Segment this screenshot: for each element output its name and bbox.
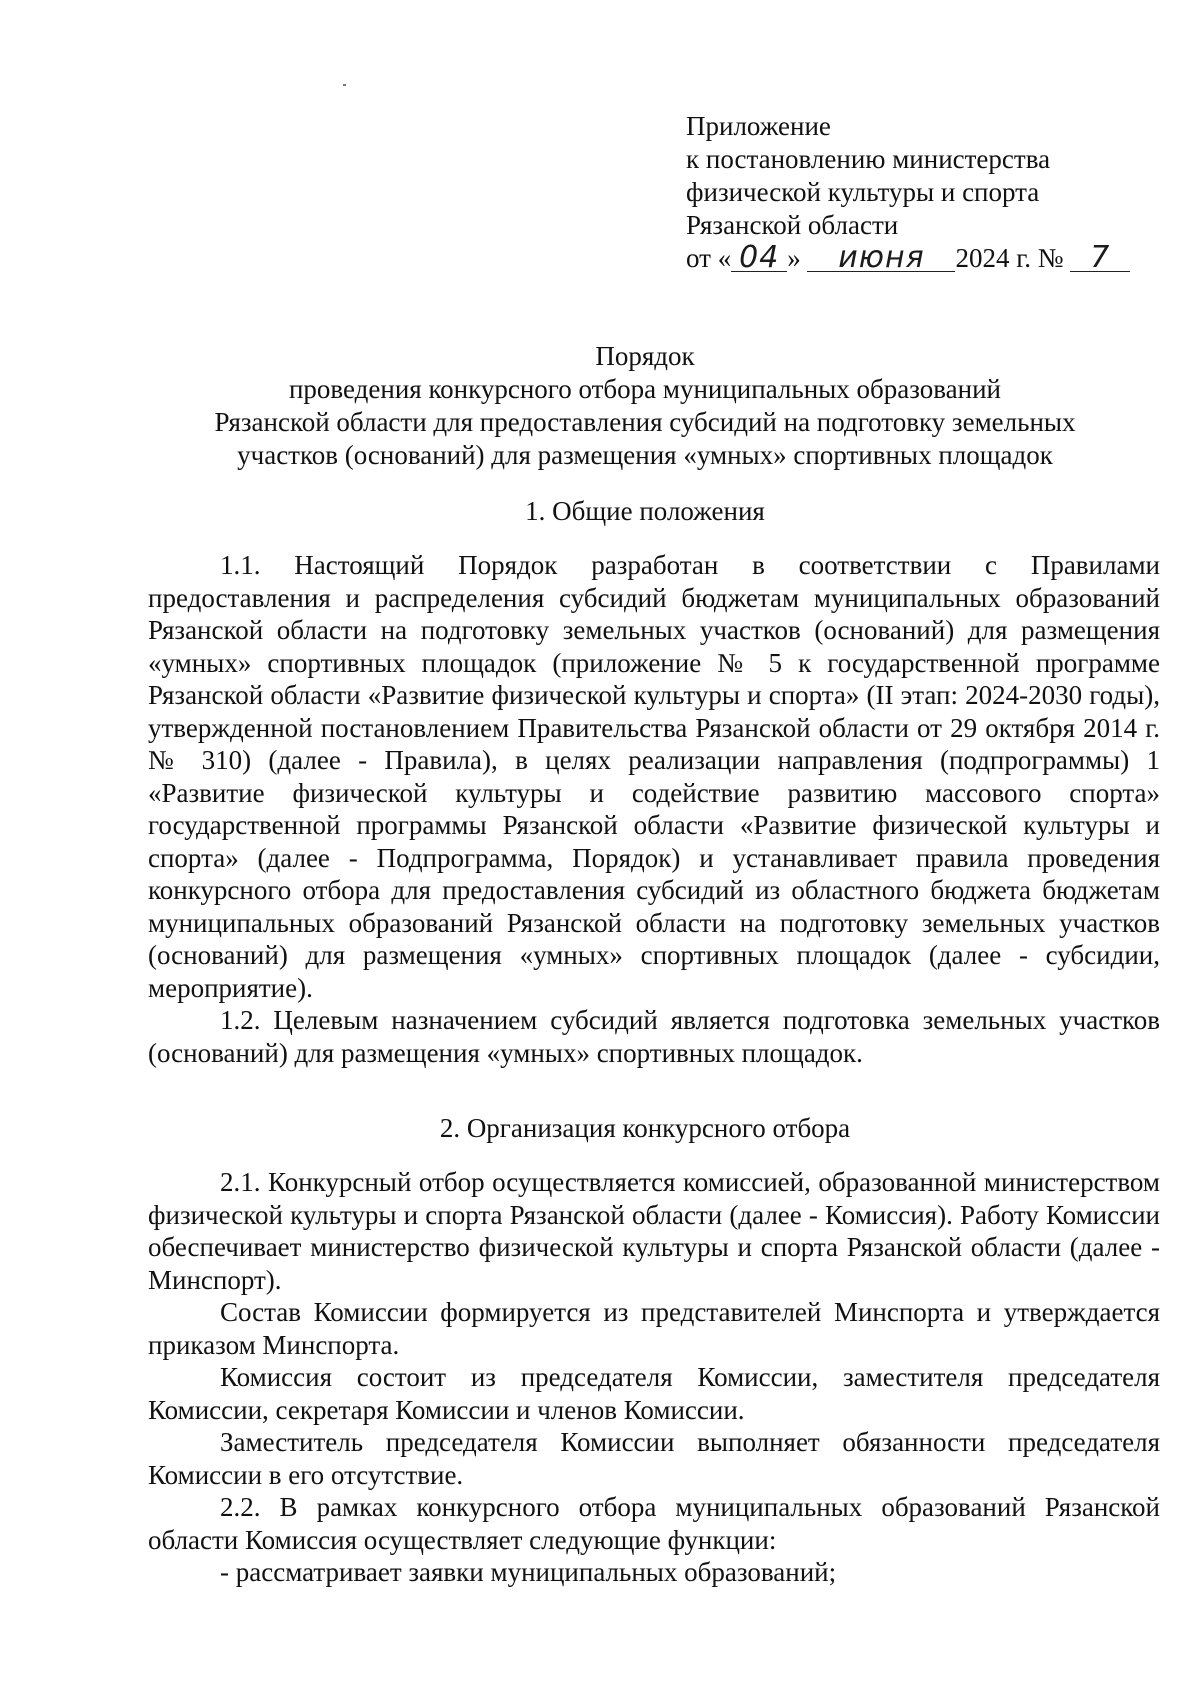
list-item-1: - рассматривает заявки муниципальных образований; (220, 1557, 837, 1587)
section-1-body (148, 549, 1160, 1069)
paragraph-members: Комиссия состоит из председателя Комиссии, заместителя председателя Комиссии, секретаря Комиссии и членов Комиссии. (148, 1362, 1160, 1425)
doc-number-field (1070, 240, 1130, 275)
paragraph-1-2: 1.2. Целевым назначением субсидий является подготовка земельных участков (оснований) для размещения «умных» спортивных площадок. (148, 1005, 1160, 1068)
paragraph-1-1: 1.1. Настоящий Порядок разработан в соответствии с Правилами предоставления и распределения субсидий бюджетам муниципальных образований Рязанской области на подготовку земельных участков (оснований) для размещения «умных» спортивных площадок (приложение № 5 к государственной программе Рязанской области «Развитие физической культуры и спорта» (II этап: 2024-2030 годы), утвержденной постановлением Правительства Рязанской области от 29 октября 2014 г. № 310) (далее - Правила), в целях реализации направления (подпрограммы) 1 «Развитие физической культуры и содействие развитию массового спорта» государственной программы Рязанской области «Развитие физической культуры и спорта» (далее - Подпрограмма, Порядок) и устанавливает правила проведения конкурсного отбора для предоставления субсидий из областного бюджета бюджетам муниципальных образований Рязанской области на подготовку земельных участков (оснований) для размещения «умных» спортивных площадок (далее - субсидии, мероприятие). (148, 550, 1160, 1003)
doc-number-handwritten: 7 (1090, 240, 1111, 275)
appendix-title: Приложение (686, 111, 831, 141)
paragraph-deputy: Заместитель председателя Комиссии выполняет обязанности председателя Комиссии в его отсутствие. (148, 1427, 1160, 1490)
date-prefix: от « (686, 243, 732, 273)
appendix-line-4: Рязанской области (686, 210, 899, 240)
date-year: 2024 г. № (955, 243, 1064, 273)
date-month-handwritten: июня (838, 240, 925, 275)
scan-speck (343, 84, 346, 86)
date-month-field (807, 240, 955, 275)
appendix-date-line (686, 242, 1116, 275)
paragraph-2-2: 2.2. В рамках конкурсного отбора муниципальных образований Рязанской области Комиссия осуществляет следующие функции: (148, 1492, 1160, 1555)
section-2-heading: 2. Организация конкурсного отбора (439, 1113, 851, 1143)
title-line-1: Порядок (595, 341, 695, 371)
appendix-block (686, 110, 1116, 275)
title-line-2: проведения конкурсного отбора муниципальных образований (288, 374, 1002, 404)
date-day-handwritten: 04 (739, 240, 780, 275)
date-mid: » (787, 243, 801, 273)
paragraph-composition: Состав Комиссии формируется из представителей Минспорта и утверждается приказом Минспорта. (148, 1297, 1160, 1360)
title-line-4: участков (оснований) для размещения «умных» спортивных площадок (237, 440, 1053, 470)
section-2-body (148, 1166, 1160, 1589)
section-1-heading: 1. Общие положения (525, 496, 765, 526)
appendix-line-3: физической культуры и спорта (686, 177, 1040, 207)
paragraph-2-1: 2.1. Конкурсный отбор осуществляется комиссией, образованной министерством физической культуры и спорта Рязанской области (далее - Комиссия). Работу Комиссии обеспечивает министерство физической культуры и спорта Рязанской области (далее - Минспорт). (148, 1167, 1160, 1295)
title-line-3: Рязанской области для предоставления субсидий на подготовку земельных (214, 407, 1076, 437)
date-day-field (731, 240, 787, 275)
appendix-line-2: к постановлению министерства (686, 144, 1051, 174)
document-title (140, 340, 1150, 472)
